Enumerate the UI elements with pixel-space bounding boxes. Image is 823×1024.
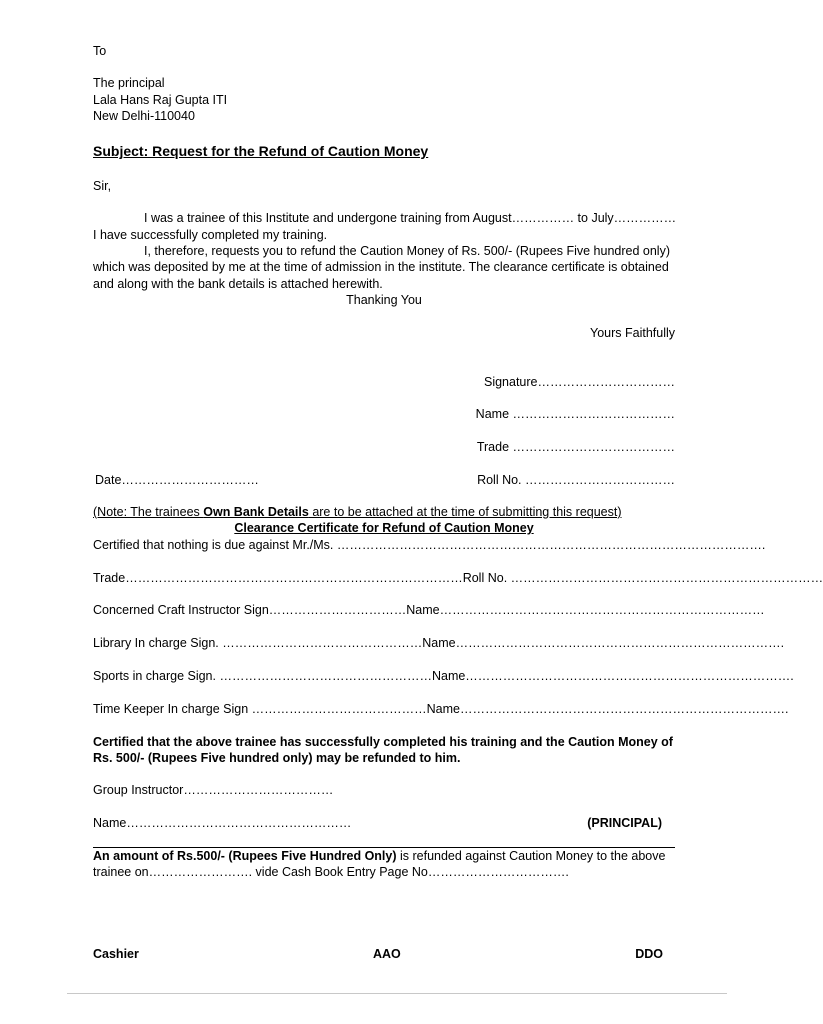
- salutation: Sir,: [93, 179, 112, 193]
- refund-bold: An amount of Rs.500/- (Rupees Five Hundred Only): [93, 849, 397, 863]
- note-bold: Own Bank Details: [203, 505, 309, 519]
- subject-heading: Subject: Request for the Refund of Caution Money: [93, 143, 429, 159]
- nothing-due-line: Certified that nothing is due against Mr./Ms. ………………………………………………………………………………………….: [93, 538, 766, 552]
- address-line-3: New Delhi-110040: [93, 109, 195, 123]
- library-name: Name…………………………………………………………………….: [422, 636, 785, 650]
- ddo-label: DDO: [635, 947, 663, 961]
- paragraph-2: [93, 243, 675, 292]
- cert-trade: Trade………………………………………………………………………: [93, 571, 463, 585]
- cashier-label: Cashier: [93, 947, 139, 961]
- time-keeper-sign: Time Keeper In charge Sign ……………………………………: [93, 702, 427, 716]
- trade-line: Trade …………………………………: [476, 440, 675, 454]
- note-prefix: (Note: The trainees: [93, 505, 204, 519]
- cert-roll-no: Roll No. …………………………………………………………………: [462, 571, 823, 585]
- paragraph-1-line-1: I was a trainee of this Institute and undergone training from August…………… to July……………: [144, 211, 677, 225]
- to-label: To: [93, 44, 107, 58]
- craft-instructor-name: Name……………………………………………………………………: [406, 603, 765, 617]
- time-keeper-row: [93, 701, 789, 717]
- craft-instructor-sign: Concerned Craft Instructor Sign……………………………: [93, 603, 407, 617]
- date-line: Date……………………………: [95, 473, 259, 487]
- note-line: [93, 504, 622, 520]
- page-bottom-rule: [67, 993, 727, 994]
- sports-name: Name…………………………………………………………………….: [431, 669, 794, 683]
- name-line: Name …………………………………: [475, 407, 675, 421]
- craft-instructor-row: [93, 602, 765, 618]
- note-suffix: are to be attached at the time of submitting this request): [308, 505, 622, 519]
- time-keeper-name: Name…………………………………………………………………….: [426, 702, 789, 716]
- paragraph-2-text: I, therefore, requests you to refund the Caution Money of Rs. 500/- (Rupees Five hundred only) which was deposited by me at the time of admission in the institute. The clearance certificate is obtained and along with the bank details is attached herewith.: [93, 244, 670, 291]
- document-page: [93, 0, 823, 1024]
- certified-statement: Certified that the above trainee has successfully completed his training and the Caution Money of Rs. 500/- (Rupees Five hundred only) may be refunded to him.: [93, 735, 673, 766]
- principal-label: (PRINCIPAL): [587, 816, 662, 830]
- thanking-you: Thanking You: [346, 293, 422, 307]
- closing: Yours Faithfully: [590, 326, 675, 340]
- certificate-title: Clearance Certificate for Refund of Caution Money: [234, 521, 534, 535]
- sports-sign: Sports in charge Sign. ……………………………………………: [93, 669, 432, 683]
- library-sign: Library In charge Sign. …………………………………………: [93, 636, 423, 650]
- group-instructor-line: Group Instructor………………………………: [93, 783, 334, 797]
- signature-line: Signature……………………………: [483, 375, 675, 389]
- aao-label: AAO: [373, 947, 401, 961]
- address-line-2: Lala Hans Raj Gupta ITI: [93, 93, 228, 107]
- refund-statement: [93, 848, 675, 881]
- library-row: [93, 635, 785, 651]
- sports-row: [93, 668, 794, 684]
- address-line-1: The principal: [93, 76, 165, 90]
- refund-rest: is refunded against Caution Money to the above trainee on……………………. vide Cash Book Entry Page No…………………………….: [93, 849, 666, 880]
- cert-name-line: Name………………………………………………: [93, 816, 352, 830]
- paragraph-1-line-2: I have successfully completed my training.: [93, 228, 328, 242]
- roll-no-line: Roll No. ………………………………: [477, 473, 675, 487]
- trade-roll-row: [93, 570, 823, 586]
